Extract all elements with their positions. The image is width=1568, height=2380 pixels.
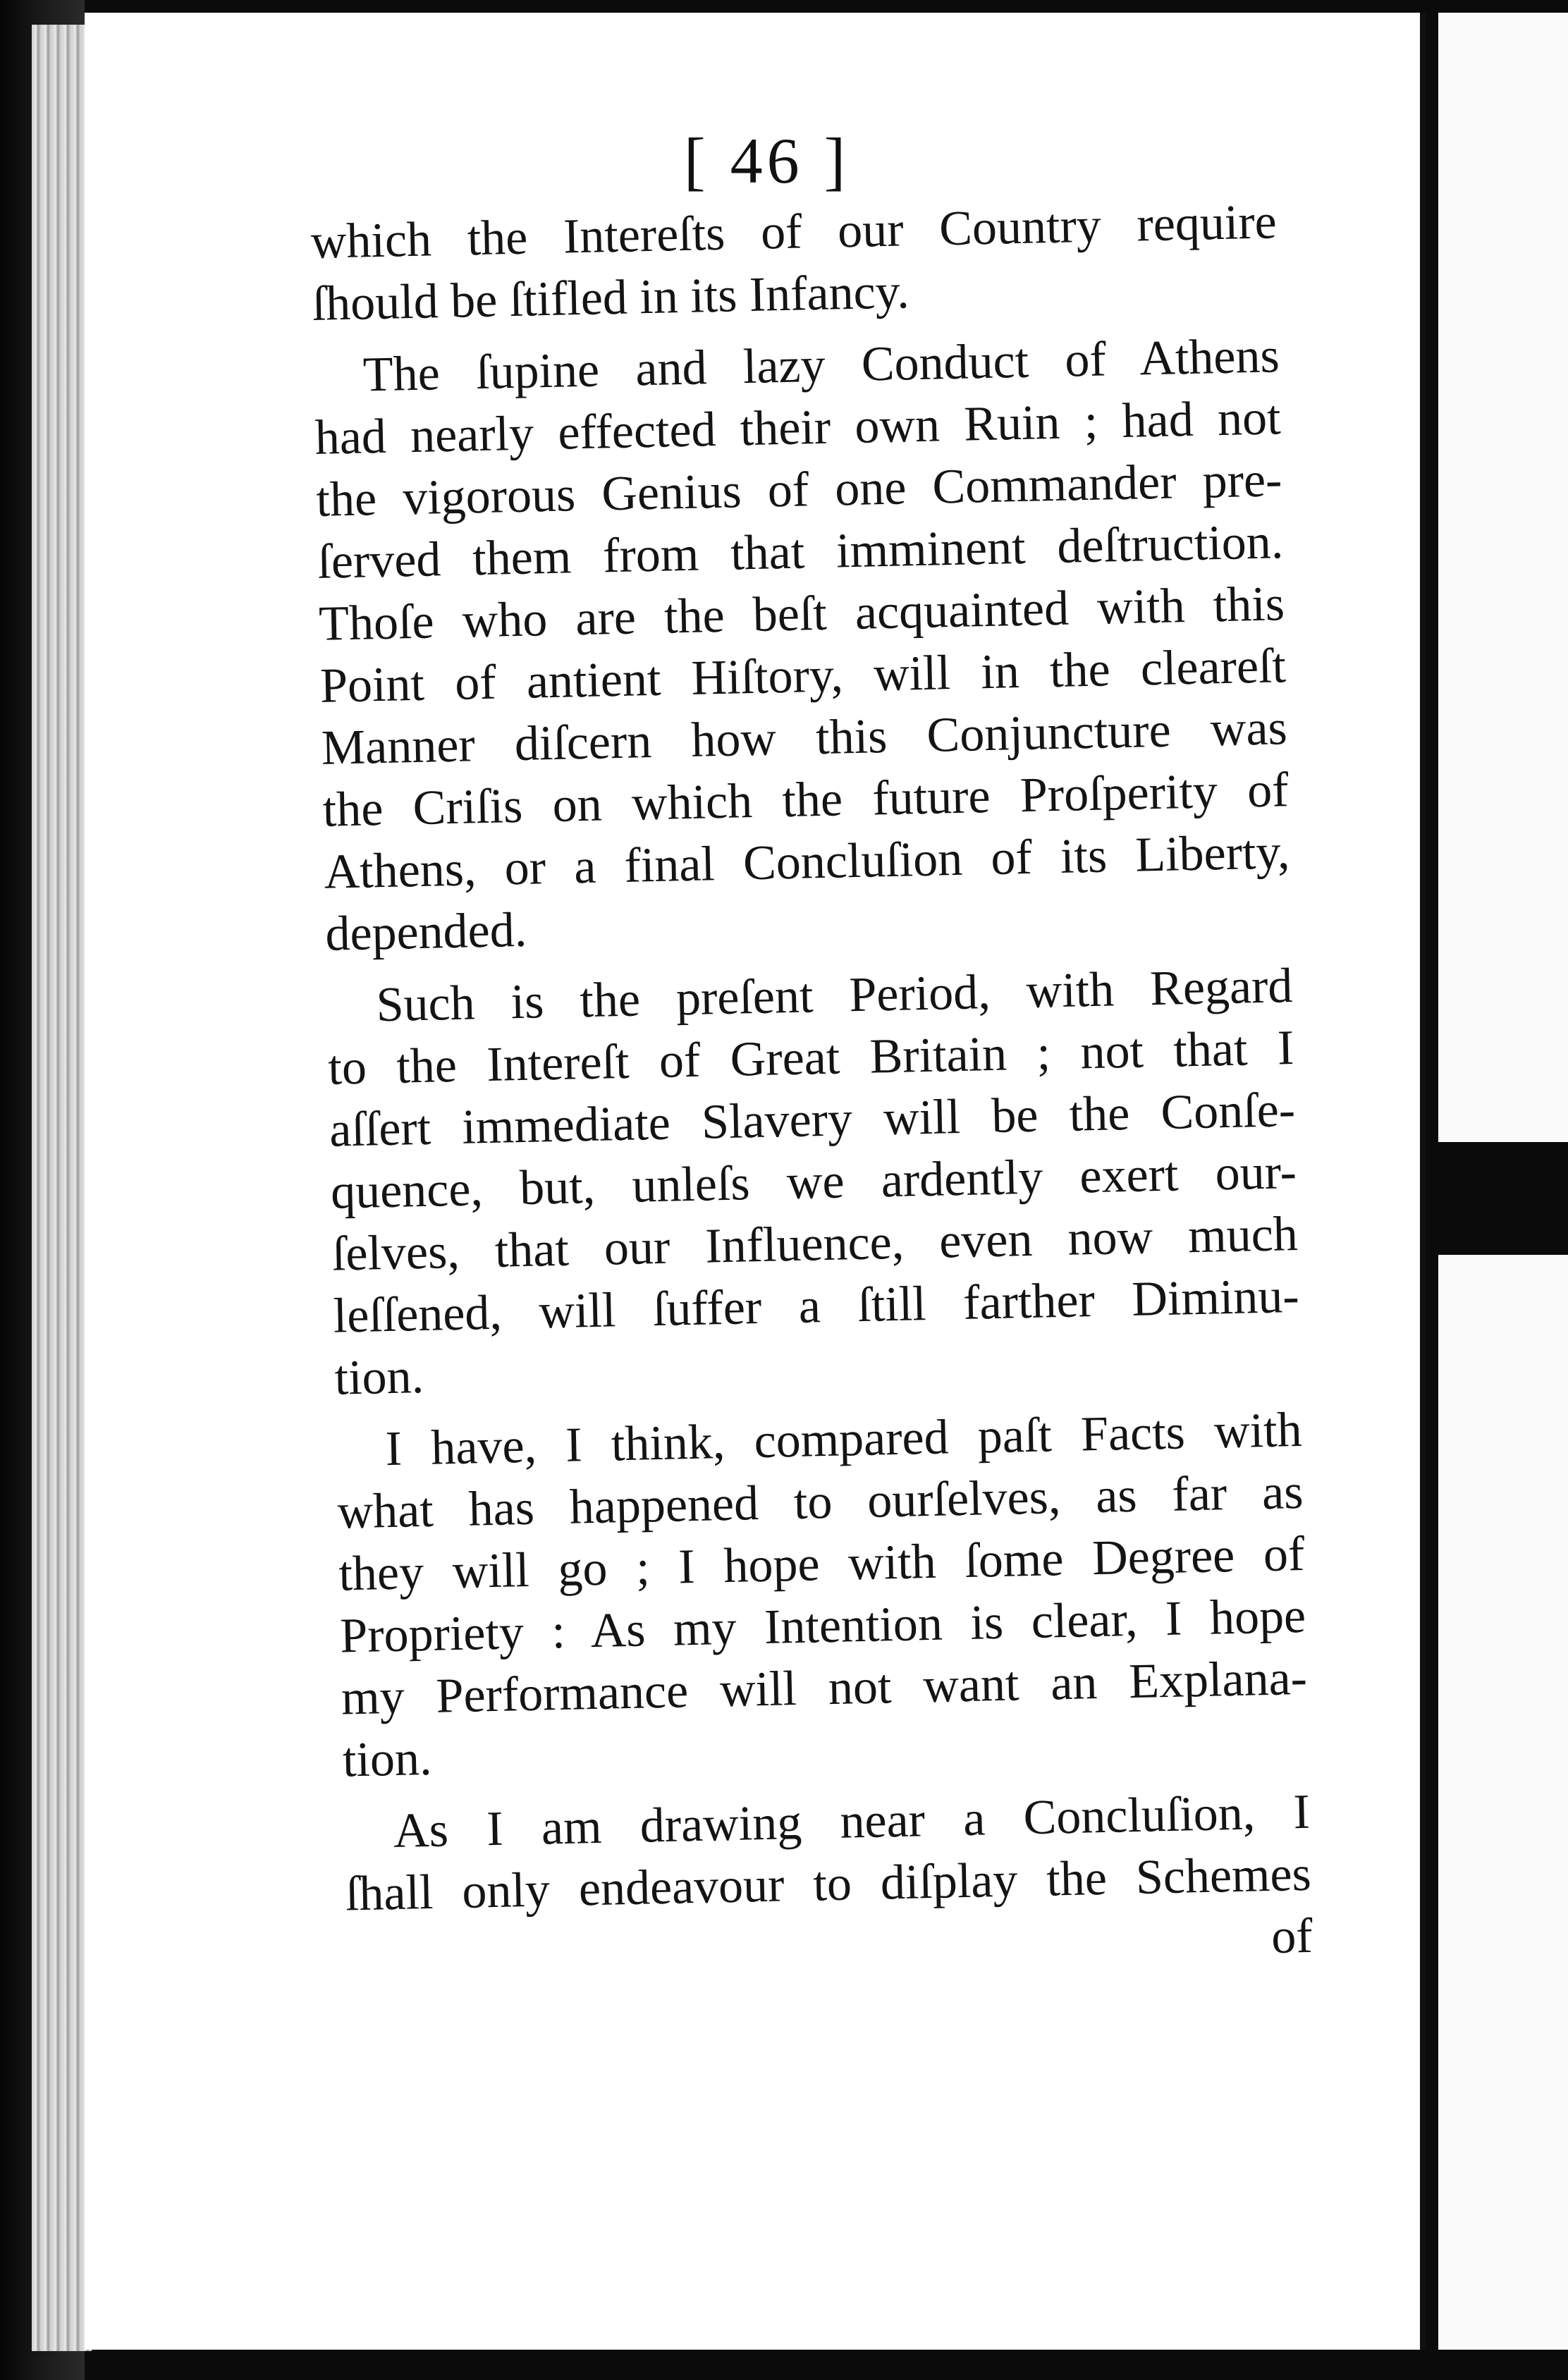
- text-line: what has happened to ourſelves, as far as: [336, 1464, 1304, 1540]
- text-line: ſhould be ſtifled in its Infancy.: [311, 264, 910, 331]
- text-line: Athens, or a final Concluſion of its Liberty,: [323, 825, 1291, 900]
- text-line: they will go ; I hope with ſome Degree of: [338, 1526, 1305, 1602]
- text-line: tion.: [342, 1731, 433, 1788]
- text-line: I have, I think, compared paſt Facts with: [384, 1402, 1303, 1477]
- text-line: quence, but, unleſs we ardently exert our-: [330, 1145, 1297, 1220]
- text-line: my Performance will not want an Explana-: [341, 1650, 1308, 1726]
- text-line: leſſened, will ſuffer a ſtill farther Diminu-: [333, 1268, 1300, 1344]
- text-line: ſelves, that our Influence, even now much: [331, 1206, 1299, 1282]
- text-line: Propriety : As my Intention is clear, I hope: [339, 1588, 1306, 1664]
- body-text: [310, 191, 1313, 1987]
- page-spine-shadow: [1420, 13, 1426, 2350]
- facing-page-gap: [1438, 1142, 1568, 1255]
- text-line: the vigorous Genius of one Commander pre-: [315, 453, 1283, 527]
- text-line: had nearly effected their own Ruin ; had not: [314, 391, 1282, 465]
- text-line: to the Intereſt of Great Britain ; not that I: [327, 1021, 1294, 1096]
- text-line: Point of antient Hiſtory, will in the cleareſt: [319, 639, 1287, 713]
- text-line: which the Intereſts of our Country require: [310, 195, 1278, 269]
- text-line: ſerved them from that imminent deſtruction.: [317, 515, 1284, 589]
- page-number: [ 46 ]: [684, 125, 850, 197]
- page-edges: [32, 25, 92, 2351]
- text-line: tion.: [333, 1349, 424, 1406]
- text-line: ſhall only endeavour to diſplay the Schemes: [345, 1846, 1312, 1922]
- text-line: of: [1270, 1908, 1313, 1964]
- text-line: depended.: [324, 902, 527, 962]
- text-line: Thoſe who are the beſt acquainted with this: [318, 577, 1285, 651]
- text-line: As I am drawing near a Concluſion, I: [393, 1784, 1311, 1859]
- text-line: the Criſis on which the future Proſperity of: [321, 763, 1290, 838]
- text-line: Manner diſcern how this Conjuncture was: [321, 701, 1288, 775]
- text-line: aſſert immediate Slavery will be the Conſe-: [329, 1083, 1296, 1158]
- text-line: Such is the preſent Period, with Regard: [375, 959, 1294, 1033]
- text-line: The ſupine and lazy Conduct of Athens: [362, 329, 1280, 403]
